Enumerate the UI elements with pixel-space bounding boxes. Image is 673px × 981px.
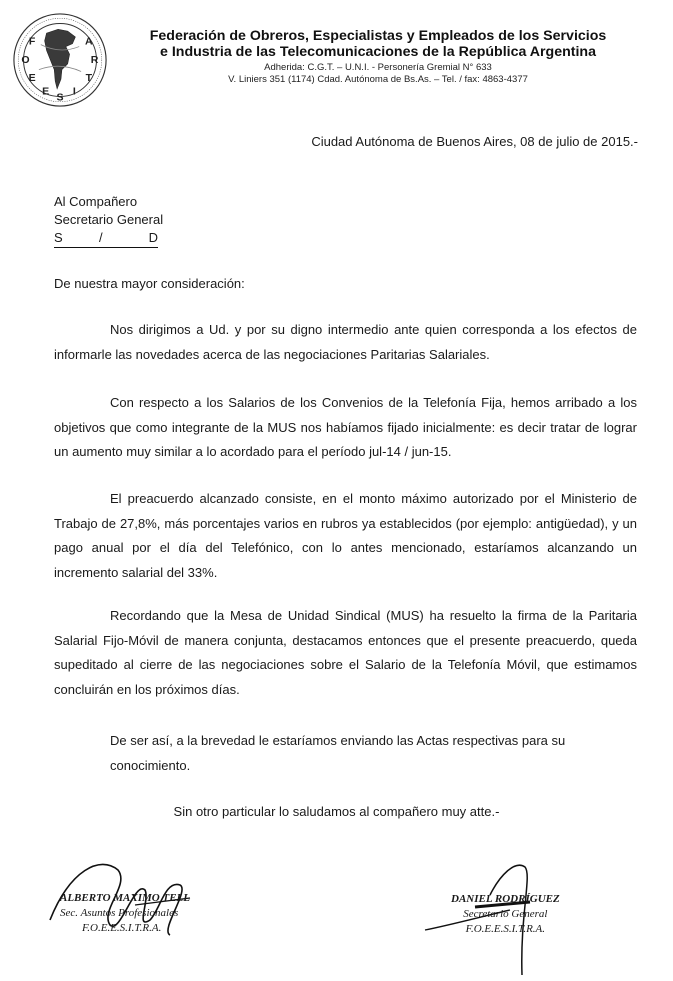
signatory-title: Secretario General — [463, 908, 548, 920]
signatory-name: ALBERTO MAXIMO TELL — [60, 892, 190, 904]
signatory-org: F.O.E.E.S.I.T.R.A. — [82, 922, 162, 934]
logo-letter: E — [42, 85, 50, 98]
body-paragraph: Nos dirigimos a Ud. y por su digno intermedio ante quien corresponda a los efectos de informarle las novedades acerca de las negociaciones Paritarias Salariales. — [54, 322, 637, 362]
sd-d: D — [148, 230, 158, 245]
signatory-org: F.O.E.E.S.I.T.R.A. — [465, 923, 546, 935]
signature-block-right — [451, 892, 560, 937]
body-paragraph: El preacuerdo alcanzado consiste, en el monto máximo autorizado por el Ministerio de Trabajo de 27,8%, más porcentajes varios en rubros ya establecidos (por ejemplo: antigüedad), y un pago anual por el día del Telefónico, con lo antes mencionado, estaríamos alcanzando un incremento salarial del 33%. — [54, 491, 637, 580]
address-line: V. Liniers 351 (1174) Cdad. Autónoma de Bs.As. – Tel. / fax: 4863-4377 — [228, 73, 528, 85]
signatory-name: DANIEL RODRÍGUEZ — [451, 893, 560, 905]
logo-letter: T — [85, 72, 93, 85]
closing-line: Sin otro particular lo saludamos al compañero muy atte.- — [173, 804, 500, 819]
body-paragraph: Con respecto a los Salarios de los Convenios de la Telefonía Fija, hemos arribado a los objetivos que como integrante de la MUS nos habíamos fijado inicialmente: es decir tratar de lograr un aumento muy similar a lo acordado para el período jul-14 / jun-15. — [54, 395, 637, 459]
organization-details — [118, 62, 638, 85]
recipient-line1: Al Compañero — [54, 194, 138, 209]
foeesitra-logo — [12, 12, 108, 108]
logo-letter: A — [84, 35, 93, 48]
signature-block-left — [60, 891, 190, 936]
recipient-sd — [54, 229, 163, 248]
sd-underline — [54, 229, 158, 248]
sd-slash: / — [99, 230, 103, 245]
recipient-block — [54, 193, 163, 248]
logo-letter: R — [90, 53, 99, 66]
logo-letter: S — [56, 91, 64, 104]
date-line: Ciudad Autónoma de Buenos Aires, 08 de julio de 2015.- — [311, 134, 638, 149]
greeting: De nuestra mayor consideración: — [54, 276, 245, 291]
body-paragraph: Recordando que la Mesa de Unidad Sindical (MUS) ha resuelto la firma de la Paritaria Salarial Fijo-Móvil de manera conjunta, destacamos entonces que el presente preacuerdo, queda supeditado al cierre de las negociaciones sobre el Salario de la Telefonía Móvil, que estimamos concluirán en los próximos días. — [54, 608, 637, 697]
recipient-line2: Secretario General — [54, 212, 164, 227]
organization-name-line2: e Industria de las Telecomunicaciones de la República Argentina — [160, 44, 596, 60]
organization-name-line1: Federación de Obreros, Especialistas y Empleados de los Servicios — [149, 28, 607, 44]
logo-letter: E — [28, 72, 36, 85]
organization-name — [118, 28, 638, 60]
signatory-title: Sec. Asuntos Profesionales — [60, 907, 179, 919]
logo-letter: O — [21, 53, 30, 66]
body-paragraph: De ser así, a la brevedad le estaríamos enviando las Actas respectivas para su conocimiento. — [110, 733, 566, 773]
adherida-line: Adherida: C.G.T. – U.N.I. - Personería Gremial N° 633 — [264, 62, 492, 73]
logo-letter: I — [72, 85, 76, 98]
sd-s: S — [54, 230, 63, 245]
logo-letter: F — [28, 35, 36, 48]
